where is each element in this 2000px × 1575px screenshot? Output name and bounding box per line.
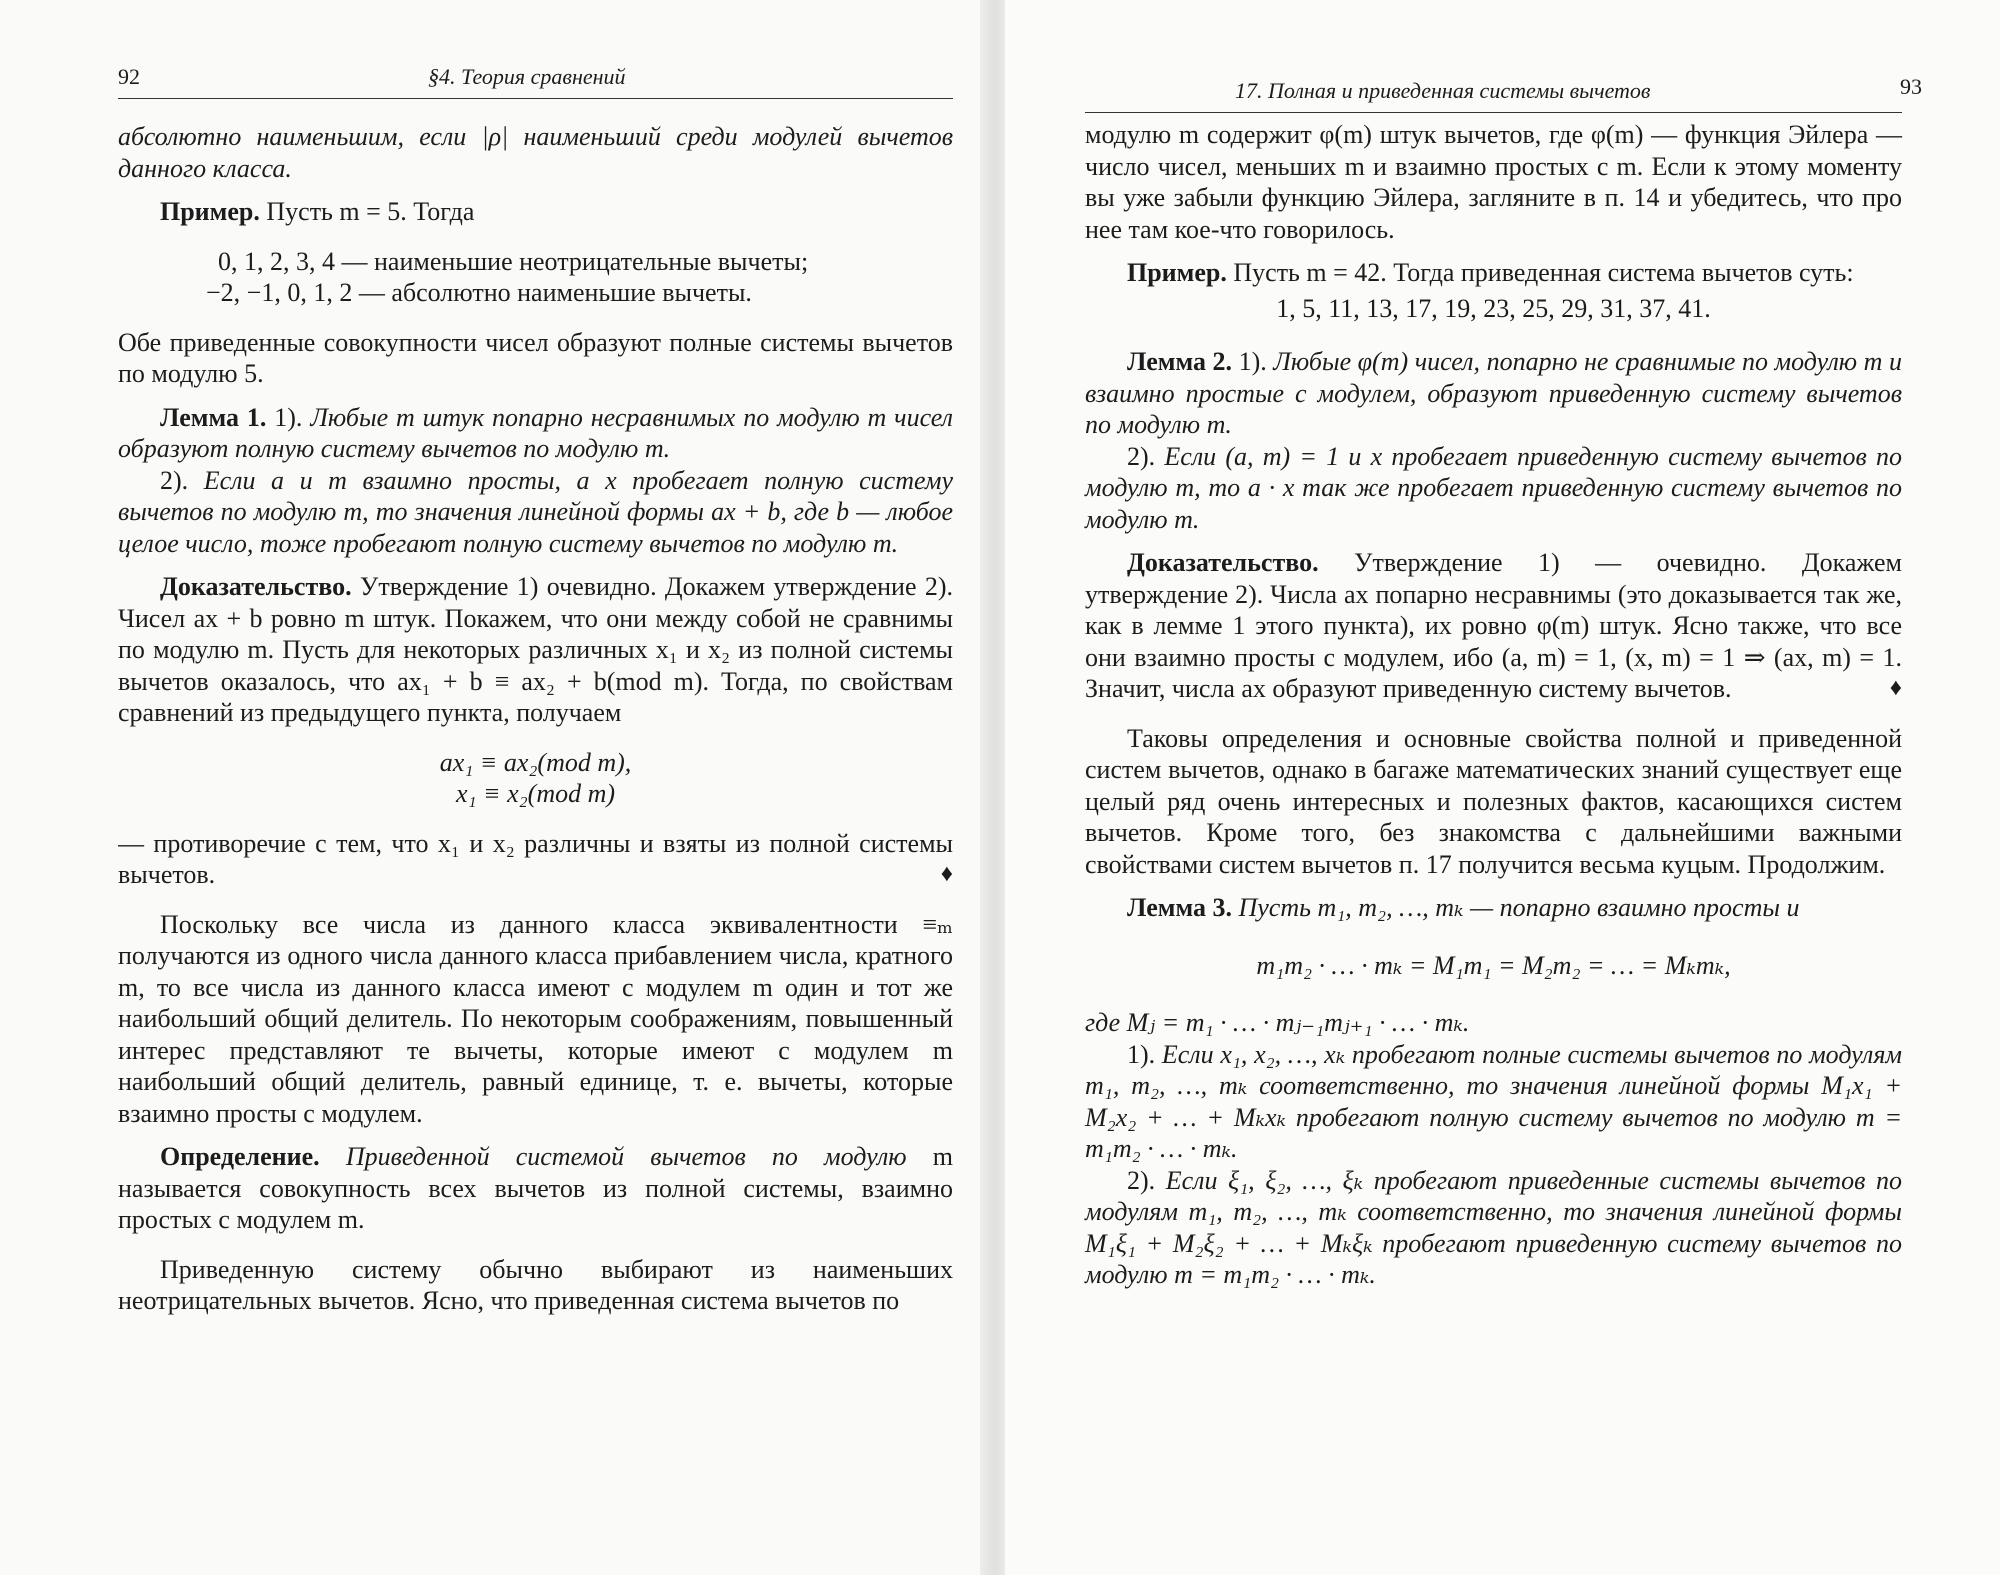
lemma-3-part-1 xyxy=(1085,1039,1902,1165)
paragraph: Таковы определения и основные свойства полной и приведенной систем вычетов, однако в багаже математических знаний существует еще целый ряд очень интересных и полезных фактов, касающихся систем вычетов. Кроме того, без знакомства с дальнейшими важными свойствами систем вычетов п. 17 получится весьма куцым. Продолжим. xyxy=(1085,723,1902,879)
lemma-part-number: 1). xyxy=(1238,347,1267,376)
paragraph: абсолютно наименьшим, если |ρ| наименьший среди модулей вычетов данного класса. xyxy=(118,122,953,183)
lemma-2-part-2 xyxy=(1085,441,1902,536)
running-head: §4. Теория сравнений xyxy=(428,64,626,89)
lemma-statement: Любые φ(m) чисел, попарно не сравнимые по модулю m и взаимно простые с модулем, образуют приведенную систему вычетов по модулю m. xyxy=(1085,347,1902,439)
proof-label: Доказательство. xyxy=(1127,548,1319,577)
page-number: 92 xyxy=(118,64,140,89)
right-page xyxy=(1005,0,2000,1575)
lemma-3-part-2 xyxy=(1085,1165,1902,1291)
lemma-formula: m₁m₂ · … · mₖ = M₁m₁ = M₂m₂ = … = Mₖmₖ, xyxy=(1256,950,1731,980)
formula-line: −2, −1, 0, 1, 2 — абсолютно наименьшие вычеты. xyxy=(206,278,752,307)
paragraph: Приведенную систему обычно выбирают из наименьших неотрицательных вычетов. Ясно, что приведенная система вычетов по xyxy=(118,1254,953,1315)
left-page-header xyxy=(118,62,953,99)
proof-label: Доказательство. xyxy=(160,572,352,601)
definition-label: Определение. xyxy=(160,1142,320,1171)
lemma-intro: Пусть m₁, m₂, …, mₖ — попарно взаимно просты и xyxy=(1238,893,1800,922)
example-label: Пример. xyxy=(160,197,260,226)
paragraph: Поскольку все числа из данного класса эквивалентности ≡ₘ получаются из одного числа данного класса прибавлением числа, кратного m, то все числа из данного класса имеют с модулем m один и тот же наибольший общий делитель. По некоторым соображениям, повышенный интерес представляют те вычеты, которые имеют с модулем m наибольший общий делитель, равный единице, т. е. вычеты, которые взаимно просты с модулем. xyxy=(118,909,953,1128)
example-text: Пусть m = 42. Тогда приведенная система вычетов суть: xyxy=(1233,258,1854,287)
proof-end xyxy=(118,828,953,891)
lemma-label: Лемма 2. xyxy=(1127,347,1233,376)
definition-text: m называется совокупность всех вычетов из полной системы, взаимно простых с модулем m. xyxy=(118,1142,953,1234)
lemma-part-number: 2). xyxy=(1127,1165,1156,1195)
lemma-statement: Если (a, m) = 1 и x пробегает приведенную систему вычетов по модулю m, то a · x так же пробегает приведенную систему вычетов по модулю m. xyxy=(1085,441,1903,534)
page-number: 93 xyxy=(1900,74,1922,99)
example-text: Пусть m = 5. Тогда xyxy=(266,197,475,226)
qed-diamond-icon: ♦ xyxy=(940,861,953,887)
running-head: 17. Полная и приведенная системы вычетов xyxy=(1235,78,1651,103)
lemma-part-number: 1). xyxy=(1127,1039,1156,1069)
formula-line: ax₁ ≡ ax₂(mod m), xyxy=(439,747,632,777)
proof-formula xyxy=(118,747,953,810)
lemma-label: Лемма 1. xyxy=(160,402,267,432)
proof xyxy=(118,571,953,729)
lemma-statement: Если ξ₁, ξ₂, …, ξₖ пробегают приведенные системы вычетов по модулям m₁, m₂, …, mₖ соответственно, то значения линейной формы M₁ξ₁ + M₂ξ₂ + … + Mₖξₖ пробегают приведенную систему вычетов по модулю m = m₁m₂ · … · mₖ. xyxy=(1085,1165,1902,1289)
example-formula: 1, 5, 11, 13, 17, 19, 23, 25, 29, 31, 37, 41. xyxy=(1276,293,1711,323)
paragraph: модулю m содержит φ(m) штук вычетов, где φ(m) — функция Эйлера — число чисел, меньших m и взаимно простых с m. Если к этому моменту вы уже забыли функцию Эйлера, загляните в п. 14 и убедитесь, что про нее там кое-что говорилось. xyxy=(1085,120,1902,244)
lemma-where: где Mⱼ = m₁ · … · mⱼ₋₁mⱼ₊₁ · … · mₖ. xyxy=(1085,1008,1470,1037)
left-page-content xyxy=(118,62,953,1317)
example-label: Пример. xyxy=(1127,258,1227,287)
left-page xyxy=(0,0,985,1575)
formula-line: x₁ ≡ x₂(mod m) xyxy=(455,779,616,808)
proof xyxy=(1085,547,1902,705)
lemma-3 xyxy=(1085,892,1902,924)
lemma-part-number: 2). xyxy=(160,465,189,495)
lemma-part-number: 1). xyxy=(274,402,303,432)
lemma-2 xyxy=(1085,346,1902,441)
definition xyxy=(118,1141,953,1236)
lemma-statement: Если x₁, x₂, …, xₖ пробегают полные системы вычетов по модулям m₁, m₂, …, mₖ соответственно, то значения линейной формы M₁x₁ + M₂x₂ + … + Mₖxₖ пробегают полную систему вычетов по модулю m = m₁m₂ · … · mₖ. xyxy=(1085,1039,1903,1163)
lemma-1-part-2 xyxy=(118,465,953,560)
lemma-label: Лемма 3. xyxy=(1127,893,1232,922)
definition-term: Приведенной системой вычетов по модулю xyxy=(345,1142,907,1171)
lemma-statement: Любые m штук попарно несравнимых по модулю m чисел образуют полную систему вычетов по модулю m. xyxy=(118,402,954,463)
example xyxy=(1085,257,1902,289)
lemma-part-number: 2). xyxy=(1127,441,1156,471)
right-page-header xyxy=(1085,74,1922,113)
formula-line: 0, 1, 2, 3, 4 — наименьшие неотрицательные вычеты; xyxy=(218,246,809,276)
lemma-statement: Если a и m взаимно просты, а x пробегает полную систему вычетов по модулю m, то значения линейной формы ax + b, где b — любое целое число, тоже пробегают полную систему вычетов по модулю m. xyxy=(118,465,953,558)
proof-text: Утверждение 1) — очевидно. Докажем утверждение 2). Числа ax попарно несравнимы (это доказывается так же, как в лемме 1 этого пункта), их ровно φ(m) штук. Ясно также, что все они взаимно просты с модулем, ибо (a, m) = 1, (x, m) = 1 ⇒ (ax, m) = 1. Значит, числа ax образуют приведенную систему вычетов. xyxy=(1085,548,1902,703)
right-page-content xyxy=(1085,74,1922,1291)
example-formula xyxy=(206,246,953,309)
example xyxy=(118,196,953,228)
lemma-1 xyxy=(118,402,953,465)
paragraph: Обе приведенные совокупности чисел образуют полные системы вычетов по модулю 5. xyxy=(118,327,953,388)
qed-diamond-icon: ♦ xyxy=(1889,675,1902,701)
proof-end-text: — противоречие с тем, что x₁ и x₂ различны и взяты из полной системы вычетов. xyxy=(118,828,953,889)
proof-text: Утверждение 1) очевидно. Докажем утверждение 2). Чисел ax + b ровно m штук. Покажем, что они между собой не сравнимы по модулю m. Пусть для некоторых различных x₁ и x₂ из полной системы вычетов оказалось, что ax₁ + b ≡ ax₂ + b(mod m). Тогда, по свойствам сравнений из предыдущего пункта, получаем xyxy=(118,572,953,727)
